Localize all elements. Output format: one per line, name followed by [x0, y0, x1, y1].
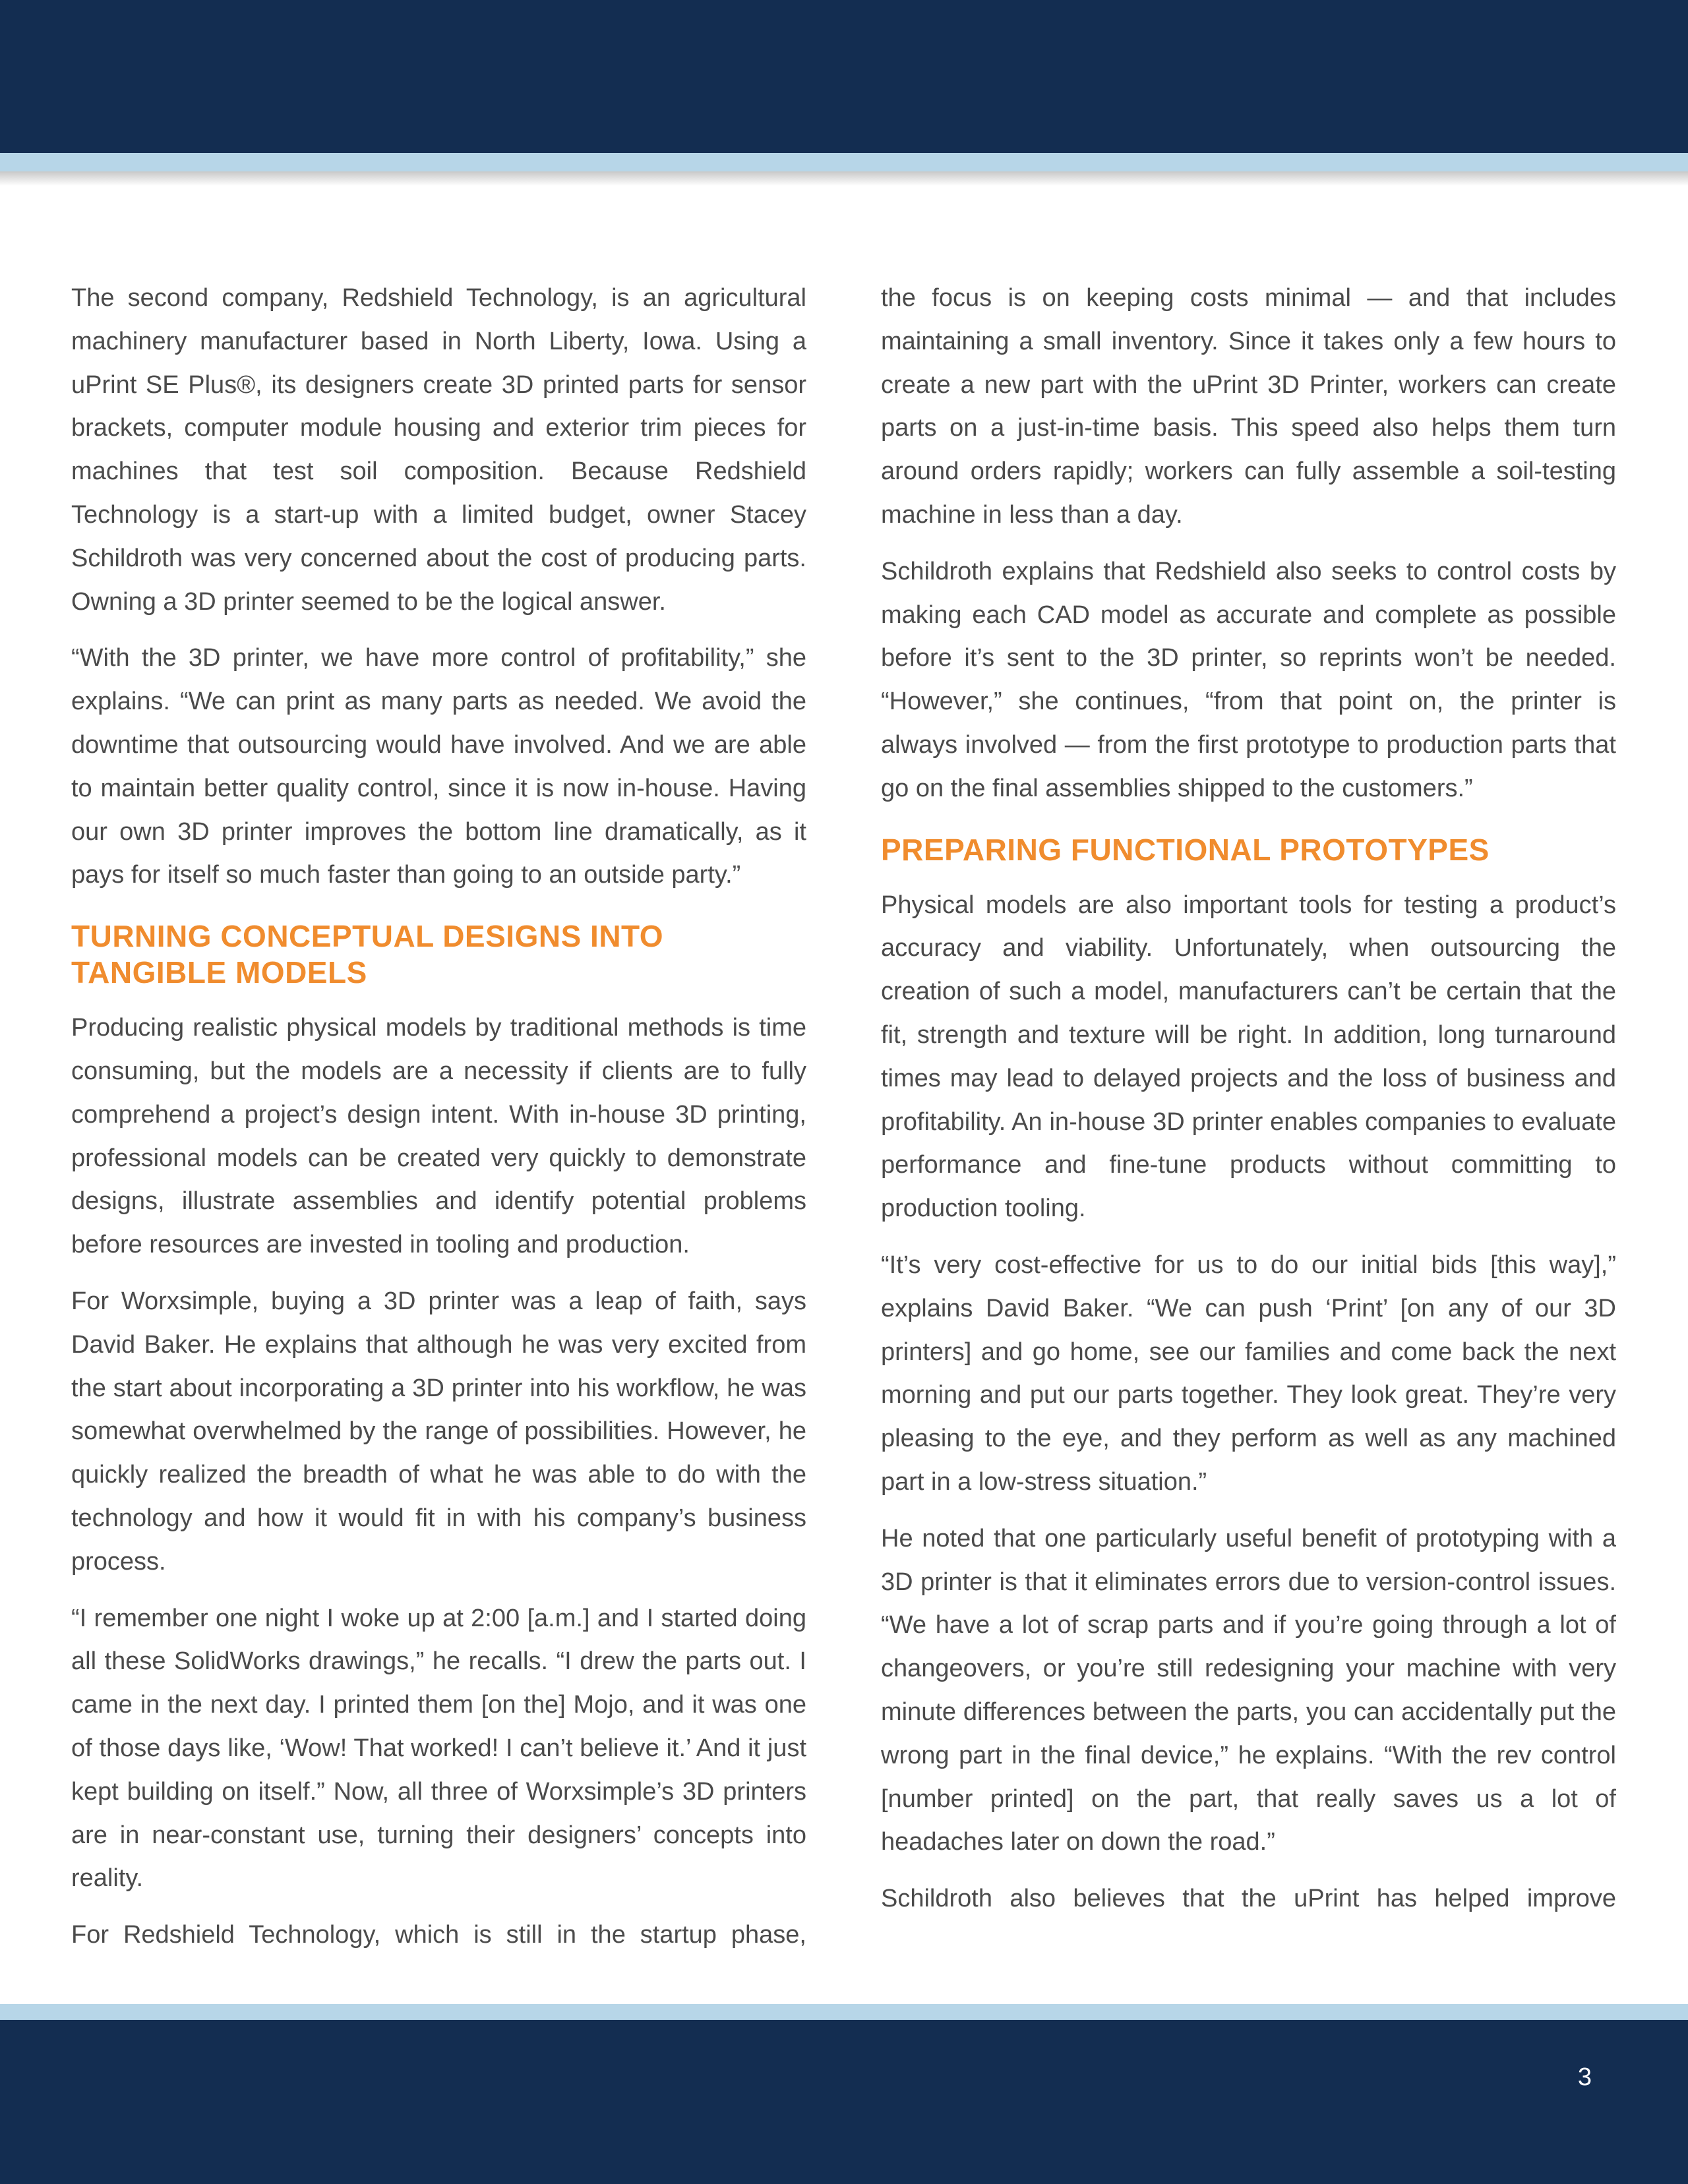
right-column: [881, 277, 1616, 1934]
section-heading: [71, 918, 806, 991]
section-heading: PREPARING FUNCTIONAL PROTOTYPES: [881, 832, 1490, 867]
page-number: 3: [1577, 2063, 1592, 2091]
paragraph: The second company, Redshield Technology, is an agricultural machinery manufacturer based in North Liberty, Iowa. Using a uPrint SE Plus®, its designers create 3D printed parts for sensor brackets, computer module housing and exterior trim pieces for machines that test soil composition. Because Redshield Technology is a start-up with a limited budget, owner Stacey Schildroth was very concerned about the cost of producing parts. Owning a 3D printer seemed to be the logical answer.: [71, 284, 806, 616]
footer-stripe: [0, 2004, 1688, 2020]
paragraph: For Redshield Technology, which is still in the startup phase,: [71, 1921, 806, 1949]
paragraph: the focus is on keeping costs minimal — and that includes maintaining a small inventory. Since it takes only a few hours to create a new part with the uPrint 3D Printer, workers can create parts on a just-in-time basis. This speed also helps them turn around orders rapidly; workers can fully assemble a soil-testing machine in less than a day.: [881, 284, 1616, 529]
left-column: [71, 277, 806, 1970]
header-stripe: [0, 153, 1688, 171]
paragraph: Schildroth also believes that the uPrint has helped improve: [881, 1885, 1616, 1913]
footer-band: [0, 2020, 1688, 2184]
paragraph: He noted that one particularly useful benefit of prototyping with a 3D printer is that it eliminates errors due to version-control issues. “We have a lot of scrap parts and if you’re going through a lot of changeovers, or you’re still redesigning your machine with very minute differences between the parts, you can accidentally put the wrong part in the final device,” he explains. “With the rev control [number printed] on the part, that really saves us a lot of headaches later on down the road.”: [881, 1524, 1616, 1856]
paragraph: “It’s very cost-effective for us to do our initial bids [this way],” explains David Baker. “We can push ‘Print’ [on any of our 3D printers] and go home, see our families and come back the next morning and put our parts together. They look great. They’re very pleasing to the eye, and they perform as well as any machined part in a low-stress situation.”: [881, 1251, 1616, 1496]
header-band: [0, 0, 1688, 153]
paragraph: For Worxsimple, buying a 3D printer was a leap of faith, says David Baker. He explains that although he was very excited from the start about incorporating a 3D printer into his workflow, he was somewhat overwhelmed by the range of possibilities. However, he quickly realized the breadth of what he was able to do with the technology and how it would fit in with his company’s business process.: [71, 1287, 806, 1576]
paragraph: Schildroth explains that Redshield also seeks to control costs by making each CAD model as accurate and complete as possible before it’s sent to the 3D printer, so reprints won’t be needed. “However,” she continues, “from that point on, the printer is always involved — from the first prototype to production parts that go on the final assemblies shipped to the customers.”: [881, 557, 1616, 802]
section-heading-line: TANGIBLE MODELS: [71, 955, 367, 990]
paragraph: Physical models are also important tools for testing a product’s accuracy and viability. Unfortunately, when outsourcing the creation of such a model, manufacturers can’t be certain that the fit, strength and texture will be right. In addition, long turnaround times may lead to delayed projects and the loss of business and profitability. An in-house 3D printer enables companies to evaluate performance and fine-tune products without committing to production tooling.: [881, 891, 1616, 1223]
paragraph: “With the 3D printer, we have more control of profitability,” she explains. “We can print as many parts as needed. We avoid the downtime that outsourcing would have involved. And we are able to maintain better quality control, since it is now in-house. Having our own 3D printer improves the bottom line dramatically, as it pays for itself so much faster than going to an outside party.”: [71, 644, 806, 889]
paragraph: “I remember one night I woke up at 2:00 [a.m.] and I started doing all these SolidWorks drawings,” he recalls. “I drew the parts out. I came in the next day. I printed them [on the] Mojo, and it was one of those days like, ‘Wow! That worked! I can’t believe it.’ And it just kept building on itself.” Now, all three of Worxsimple’s 3D printers are in near-constant use, turning their designers’ concepts into reality.: [71, 1604, 806, 1893]
header-shadow: [0, 171, 1688, 186]
section-heading-line: TURNING CONCEPTUAL DESIGNS INTO: [71, 919, 664, 954]
paragraph: Producing realistic physical models by traditional methods is time consuming, but the models are a necessity if clients are to fully comprehend a project’s design intent. With in-house 3D printing, professional models can be created very quickly to demonstrate designs, illustrate assemblies and identify potential problems before resources are invested in tooling and production.: [71, 1014, 806, 1259]
